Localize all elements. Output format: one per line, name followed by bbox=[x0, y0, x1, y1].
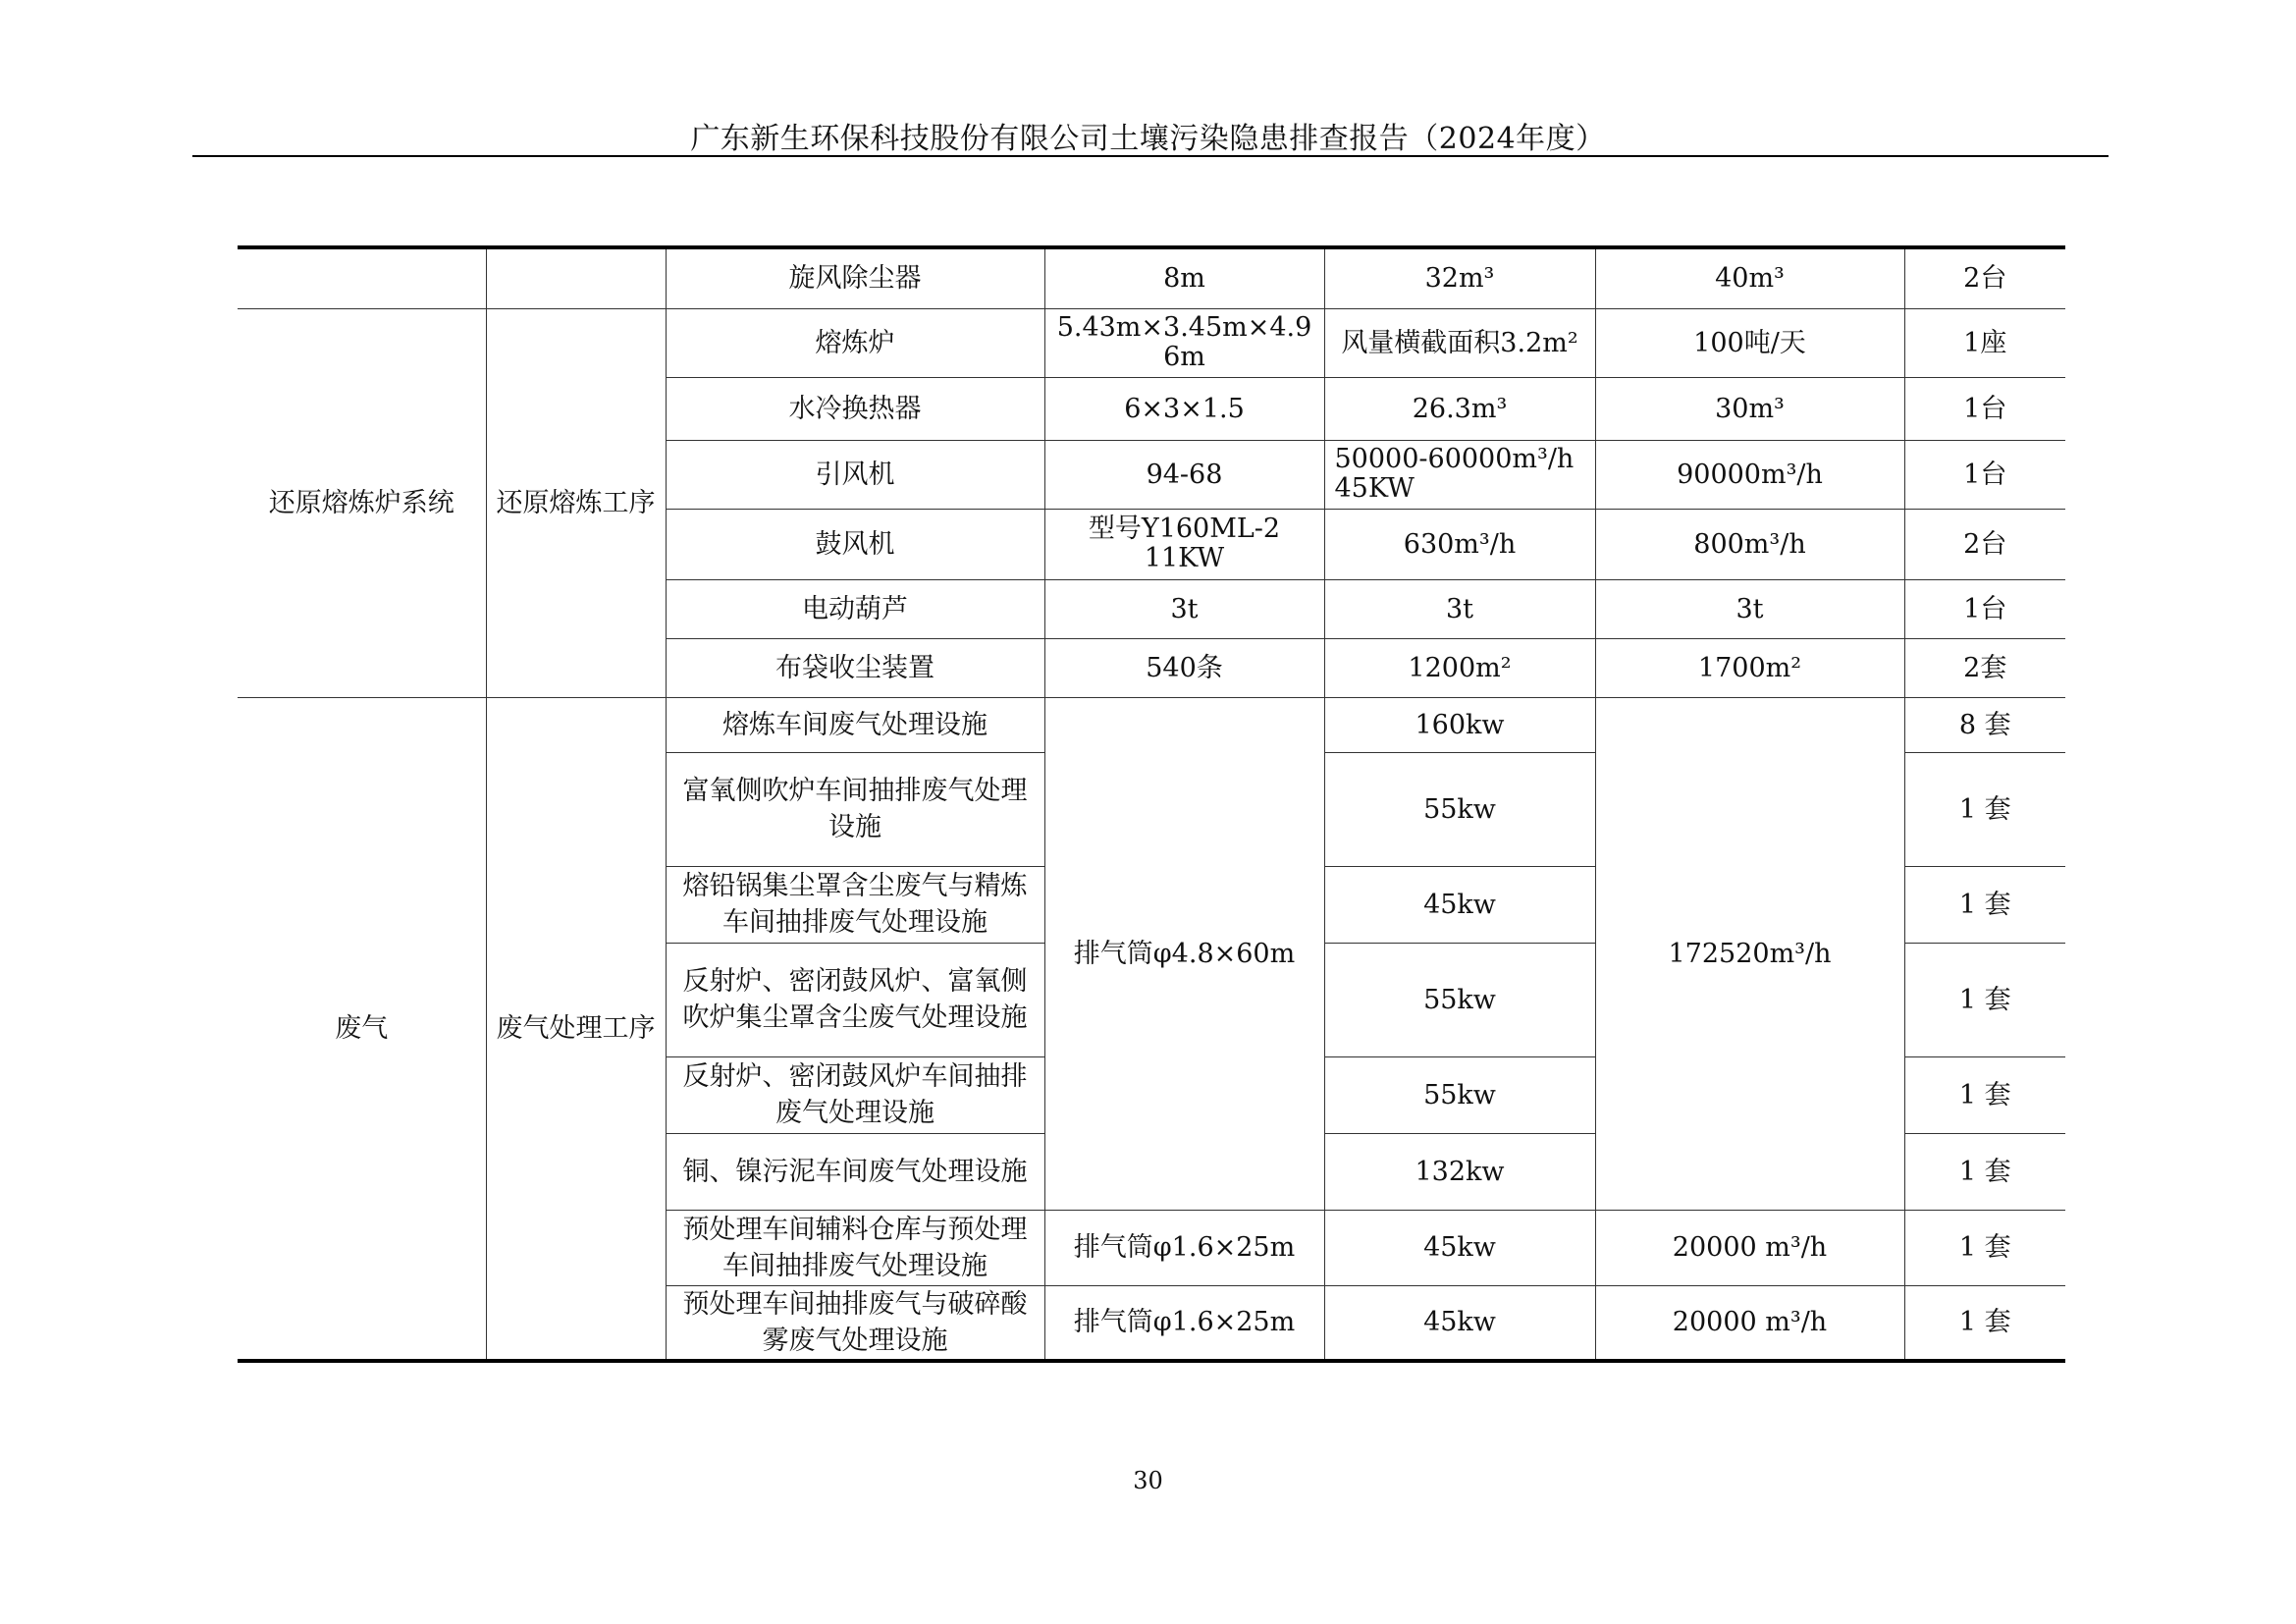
quantity-cell: 2套 bbox=[1904, 638, 2065, 697]
equipment-name-cell: 熔炼车间废气处理设施 bbox=[666, 697, 1044, 752]
fan-flow-text: 50000-60000m³/h bbox=[1334, 444, 1575, 474]
table-cell: 45kw bbox=[1324, 866, 1595, 943]
quantity-cell: 1 套 bbox=[1904, 866, 2065, 943]
table-cell: 100吨/天 bbox=[1595, 308, 1904, 377]
stack-spec-cell: 排气筒φ4.8×60m bbox=[1044, 697, 1324, 1210]
equipment-name-cell: 鼓风机 bbox=[666, 509, 1044, 579]
equipment-name-cell: 熔炼炉 bbox=[666, 308, 1044, 377]
quantity-cell: 8 套 bbox=[1904, 697, 2065, 752]
table-cell: 90000m³/h bbox=[1595, 440, 1904, 509]
table-cell bbox=[1324, 440, 1595, 509]
equipment-name-cell: 反射炉、密闭鼓风炉车间抽排废气处理设施 bbox=[666, 1056, 1044, 1133]
table-cell: 1700m² bbox=[1595, 638, 1904, 697]
equipment-name-cell: 熔铅锅集尘罩含尘废气与精炼车间抽排废气处理设施 bbox=[666, 866, 1044, 943]
quantity-cell: 1台 bbox=[1904, 440, 2065, 509]
table-row bbox=[238, 308, 2065, 377]
flow-rate-cell: 172520m³/h bbox=[1595, 697, 1904, 1210]
table-cell: 32m³ bbox=[1324, 247, 1595, 308]
quantity-cell: 1 套 bbox=[1904, 1210, 2065, 1285]
equipment-name-cell: 铜、镍污泥车间废气处理设施 bbox=[666, 1133, 1044, 1210]
table-cell: 26.3m³ bbox=[1324, 377, 1595, 440]
page-header-title: 广东新生环保科技股份有限公司土壤污染隐患排查报告（2024年度） bbox=[690, 122, 1606, 156]
fan-power-text: 45KW bbox=[1334, 473, 1415, 504]
equipment-name-cell: 旋风除尘器 bbox=[666, 247, 1044, 308]
stack-spec-cell: 排气筒φ1.6×25m bbox=[1044, 1210, 1324, 1285]
table-cell: 3t bbox=[1044, 579, 1324, 638]
quantity-cell: 1 套 bbox=[1904, 752, 2065, 866]
table-cell: 5.43m×3.45m×4.96m bbox=[1044, 308, 1324, 377]
equipment-name-cell: 预处理车间抽排废气与破碎酸雾废气处理设施 bbox=[666, 1285, 1044, 1361]
quantity-cell: 2台 bbox=[1904, 509, 2065, 579]
stack-spec-cell: 排气筒φ1.6×25m bbox=[1044, 1285, 1324, 1361]
equipment-table bbox=[238, 245, 2065, 1363]
table-cell: 800m³/h bbox=[1595, 509, 1904, 579]
table-cell: 6×3×1.5 bbox=[1044, 377, 1324, 440]
table-cell bbox=[486, 247, 666, 308]
quantity-cell: 1台 bbox=[1904, 579, 2065, 638]
table-cell: 132kw bbox=[1324, 1133, 1595, 1210]
system-cell: 还原熔炼炉系统 bbox=[238, 308, 486, 697]
page-number: 30 bbox=[1133, 1467, 1163, 1494]
table-row bbox=[238, 697, 2065, 752]
table-cell: 540条 bbox=[1044, 638, 1324, 697]
table-cell bbox=[1044, 509, 1324, 579]
table-cell: 160kw bbox=[1324, 697, 1595, 752]
table-cell: 94-68 bbox=[1044, 440, 1324, 509]
equipment-name-cell: 电动葫芦 bbox=[666, 579, 1044, 638]
quantity-cell: 1 套 bbox=[1904, 1056, 2065, 1133]
flow-rate-cell: 20000 m³/h bbox=[1595, 1210, 1904, 1285]
quantity-cell: 2台 bbox=[1904, 247, 2065, 308]
process-cell: 废气处理工序 bbox=[486, 697, 666, 1361]
system-cell: 废气 bbox=[238, 697, 486, 1361]
equipment-name-cell: 反射炉、密闭鼓风炉、富氧侧吹炉集尘罩含尘废气处理设施 bbox=[666, 943, 1044, 1056]
table-cell bbox=[238, 247, 486, 308]
blower-power-text: 11KW bbox=[1144, 543, 1225, 573]
table-cell: 45kw bbox=[1324, 1210, 1595, 1285]
table-cell: 3t bbox=[1595, 579, 1904, 638]
table-cell: 55kw bbox=[1324, 1056, 1595, 1133]
table-cell: 45kw bbox=[1324, 1285, 1595, 1361]
table-cell: 1200m² bbox=[1324, 638, 1595, 697]
table-cell: 风量横截面积3.2m² bbox=[1324, 308, 1595, 377]
equipment-name-cell: 水冷换热器 bbox=[666, 377, 1044, 440]
quantity-cell: 1台 bbox=[1904, 377, 2065, 440]
table-cell: 8m bbox=[1044, 247, 1324, 308]
table-cell: 30m³ bbox=[1595, 377, 1904, 440]
table-cell: 55kw bbox=[1324, 752, 1595, 866]
blower-model-text: 型号Y160ML-2 bbox=[1088, 514, 1281, 544]
quantity-cell: 1 套 bbox=[1904, 1285, 2065, 1361]
flow-rate-cell: 20000 m³/h bbox=[1595, 1285, 1904, 1361]
table-cell: 55kw bbox=[1324, 943, 1595, 1056]
table-cell: 3t bbox=[1324, 579, 1595, 638]
quantity-cell: 1 套 bbox=[1904, 1133, 2065, 1210]
table-row bbox=[238, 247, 2065, 308]
equipment-name-cell: 引风机 bbox=[666, 440, 1044, 509]
process-cell: 还原熔炼工序 bbox=[486, 308, 666, 697]
quantity-cell: 1 套 bbox=[1904, 943, 2065, 1056]
equipment-name-cell: 富氧侧吹炉车间抽排废气处理设施 bbox=[666, 752, 1044, 866]
equipment-name-cell: 布袋收尘装置 bbox=[666, 638, 1044, 697]
header-divider bbox=[192, 155, 2109, 157]
quantity-cell: 1座 bbox=[1904, 308, 2065, 377]
table-cell: 40m³ bbox=[1595, 247, 1904, 308]
equipment-name-cell: 预处理车间辅料仓库与预处理车间抽排废气处理设施 bbox=[666, 1210, 1044, 1285]
table-cell: 630m³/h bbox=[1324, 509, 1595, 579]
